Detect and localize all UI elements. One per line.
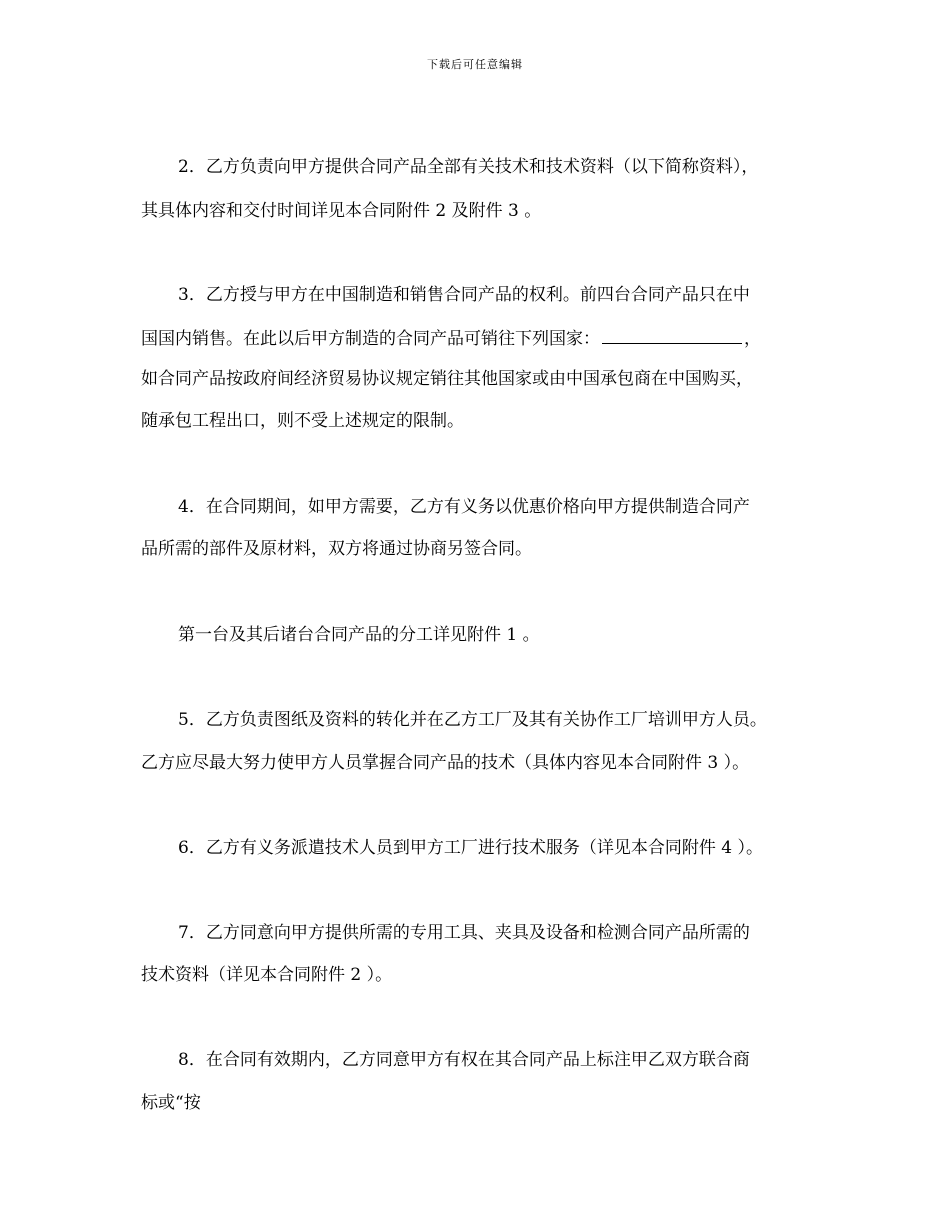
clause-3-line-4: 随承包工程出口，则不受上述规定的限制。 — [141, 411, 464, 431]
clause-5-line-2: 乙方应尽最大努力使甲方人员掌握合同产品的技术（具体内容见本合同附件 3 ）。 — [141, 753, 750, 773]
clause-8-line-1: 8．在合同有效期内，乙方同意甲方有权在其合同产品上标注甲乙双方联合商 — [178, 1050, 750, 1070]
clause-8-line-2: 标或“按 — [141, 1093, 201, 1113]
clause-7-line-2: 技术资料（详见本合同附件 2 ）。 — [141, 965, 393, 985]
clause-5-line-1: 5．乙方负责图纸及资料的转化并在乙方工厂及其有关协作工厂培训甲方人员。 — [178, 710, 767, 730]
clause-6-line-1: 6．乙方有义务派遣技术人员到甲方工厂进行技术服务（详见本合同附件 4 ）。 — [178, 838, 763, 858]
clause-4-line-2: 品所需的部件及原材料，双方将通过协商另签合同。 — [141, 539, 532, 559]
clause-7-line-1: 7．乙方同意向甲方提供所需的专用工具、夹具及设备和检测合同产品所需的 — [178, 923, 750, 943]
clause-4-note-line-1: 第一台及其后诸台合同产品的分工详见附件 1 。 — [178, 625, 540, 645]
country-blank-field — [602, 327, 742, 344]
clause-3-line-1: 3．乙方授与甲方在中国制造和销售合同产品的权利。前四台合同产品只在中 — [178, 285, 750, 305]
clause-3-line-2 — [141, 327, 761, 350]
clause-3-line-2-comma: ， — [744, 329, 761, 349]
clause-3-line-2-text: 国国内销售。在此以后甲方制造的合同产品可销往下列国家： — [141, 329, 600, 349]
page-header: 下载后可任意编辑 — [427, 58, 523, 71]
clause-2-line-1: 2．乙方负责向甲方提供合同产品全部有关技术和技术资料（以下简称资料）， — [178, 157, 759, 177]
clause-4-line-1: 4．在合同期间，如甲方需要，乙方有义务以优惠价格向甲方提供制造合同产 — [178, 497, 750, 517]
clause-2-line-2: 其具体内容和交付时间详见本合同附件 2 及附件 3 。 — [141, 201, 542, 221]
clause-3-line-3: 如合同产品按政府间经济贸易协议规定销往其他国家或由中国承包商在中国购买， — [141, 369, 753, 389]
